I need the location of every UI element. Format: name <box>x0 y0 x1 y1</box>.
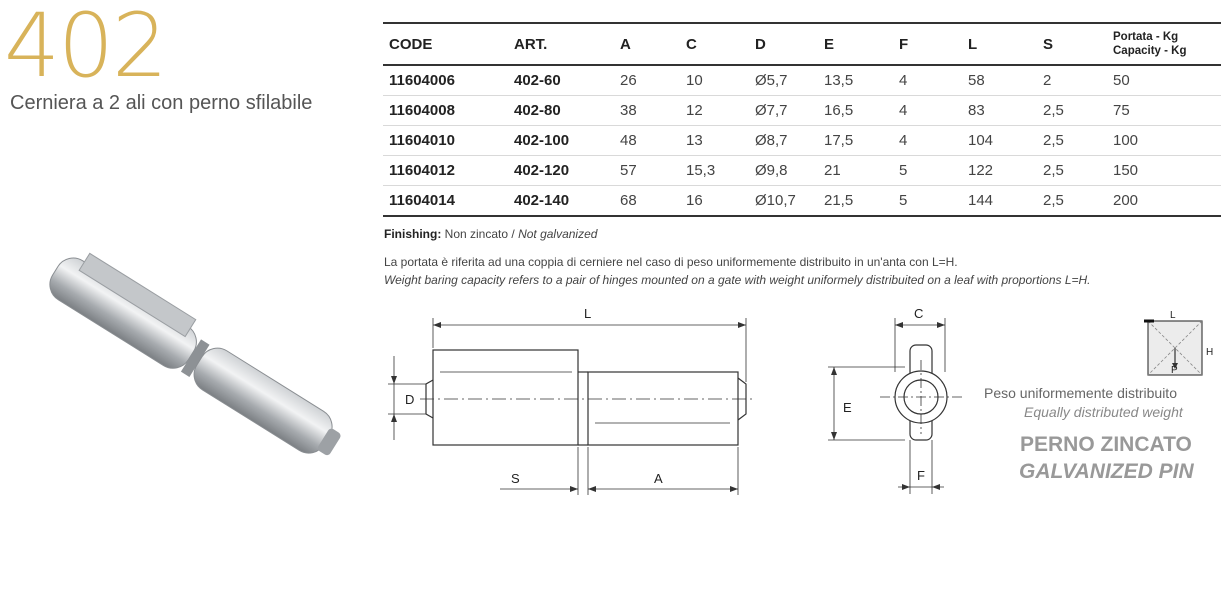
box-label-p: P <box>1171 365 1178 376</box>
cell-capacity: 75 <box>1107 96 1221 126</box>
cell-capacity: 150 <box>1107 156 1221 186</box>
cell-c: 16 <box>680 186 749 217</box>
column-header: D <box>749 23 818 65</box>
capacity-note-en: Weight baring capacity refers to a pair of hinges mounted on a gate with weight uniformely distribuited on a leaf with proportions L=H. <box>384 273 1091 287</box>
cell-l: 104 <box>962 126 1037 156</box>
cell-l: 122 <box>962 156 1037 186</box>
cell-a: 38 <box>614 96 680 126</box>
cell-capacity: 200 <box>1107 186 1221 217</box>
cell-e: 16,5 <box>818 96 893 126</box>
cell-art: 402-60 <box>508 65 614 96</box>
cell-art: 402-100 <box>508 126 614 156</box>
cell-f: 5 <box>893 186 962 217</box>
dim-label-e: E <box>843 400 852 415</box>
cell-l: 144 <box>962 186 1037 217</box>
cell-capacity: 100 <box>1107 126 1221 156</box>
cell-code: 11604006 <box>383 65 508 96</box>
column-header: E <box>818 23 893 65</box>
finishing-value-it: Non zincato / <box>444 227 515 241</box>
cell-art: 402-140 <box>508 186 614 217</box>
column-header: F <box>893 23 962 65</box>
cell-l: 58 <box>962 65 1037 96</box>
capacity-header-en: Capacity - Kg <box>1113 45 1187 57</box>
cell-art: 402-120 <box>508 156 614 186</box>
cell-e: 13,5 <box>818 65 893 96</box>
cell-f: 4 <box>893 126 962 156</box>
cell-code: 11604008 <box>383 96 508 126</box>
column-header: S <box>1037 23 1107 65</box>
hinge-left-barrel <box>433 350 578 445</box>
pin-label-en: GALVANIZED PIN <box>1019 460 1194 483</box>
capacity-header-it: Portata - Kg <box>1113 31 1179 43</box>
column-header: ART. <box>508 23 614 65</box>
cell-s: 2,5 <box>1037 156 1107 186</box>
cell-e: 21,5 <box>818 186 893 217</box>
cell-d: Ø10,7 <box>749 186 818 217</box>
cell-a: 57 <box>614 156 680 186</box>
dim-label-c: C <box>914 306 924 321</box>
column-header: C <box>680 23 749 65</box>
cell-a: 68 <box>614 186 680 217</box>
cell-d: Ø7,7 <box>749 96 818 126</box>
column-header: A <box>614 23 680 65</box>
weight-label-en: Equally distributed weight <box>1024 404 1183 420</box>
cell-c: 13 <box>680 126 749 156</box>
cell-capacity: 50 <box>1107 65 1221 96</box>
column-header: L <box>962 23 1037 65</box>
cell-c: 15,3 <box>680 156 749 186</box>
cell-code: 11604014 <box>383 186 508 217</box>
cell-code: 11604012 <box>383 156 508 186</box>
box-label-h: H <box>1206 347 1214 358</box>
cell-d: Ø9,8 <box>749 156 818 186</box>
pin-label-it: PERNO ZINCATO <box>1020 433 1192 456</box>
cell-f: 5 <box>893 156 962 186</box>
cell-s: 2 <box>1037 65 1107 96</box>
hinge-right-barrel <box>588 372 738 445</box>
cell-a: 48 <box>614 126 680 156</box>
capacity-note-it: La portata è riferita ad una coppia di cerniere nel caso di peso uniformemente distribuito in un'anta con L=H. <box>384 255 958 269</box>
finishing-label: Finishing: <box>384 227 442 241</box>
cell-d: Ø8,7 <box>749 126 818 156</box>
dim-label-l: L <box>584 306 592 321</box>
dim-label-f: F <box>917 468 925 483</box>
dim-label-a: A <box>654 471 663 486</box>
column-header: CODE <box>383 23 508 65</box>
cell-e: 17,5 <box>818 126 893 156</box>
cell-f: 4 <box>893 65 962 96</box>
model-number: 402 <box>4 0 166 97</box>
cell-a: 26 <box>614 65 680 96</box>
box-label-l: L <box>1170 310 1176 321</box>
cell-s: 2,5 <box>1037 126 1107 156</box>
cell-c: 10 <box>680 65 749 96</box>
dim-label-d: D <box>405 392 415 407</box>
dim-label-s: S <box>511 471 520 486</box>
finishing-value-en: Not galvanized <box>518 227 598 241</box>
cell-f: 4 <box>893 96 962 126</box>
cell-e: 21 <box>818 156 893 186</box>
weight-label-it: Peso uniformemente distribuito <box>984 385 1177 401</box>
cell-d: Ø5,7 <box>749 65 818 96</box>
cell-art: 402-80 <box>508 96 614 126</box>
product-description: Cerniera a 2 ali con perno sfilabile <box>10 92 313 114</box>
cell-l: 83 <box>962 96 1037 126</box>
cell-s: 2,5 <box>1037 96 1107 126</box>
cell-c: 12 <box>680 96 749 126</box>
cell-code: 11604010 <box>383 126 508 156</box>
cell-s: 2,5 <box>1037 186 1107 217</box>
